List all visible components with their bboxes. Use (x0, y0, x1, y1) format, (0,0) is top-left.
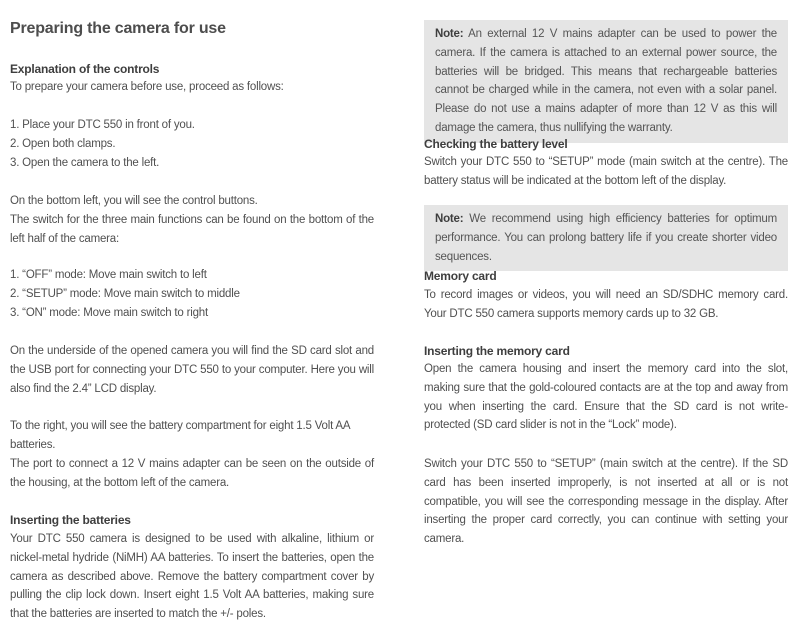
controls-heading: Explanation of the controls (10, 62, 160, 76)
mode-item: 2. “SETUP” mode: Move main switch to middle (10, 287, 240, 300)
battery-level-heading: Checking the battery level (424, 137, 568, 151)
switch-location-text: The switch for the three main functions can be found on the bottom of the left half of the camera: (10, 213, 374, 245)
batteries-text: Your DTC 550 camera is designed to be used with alkaline, lithium or nickel-metal hydride (NiMH) AA batteries. To insert the batteries, open the camera as described above. Remove the battery compartment cover by pulling the clip lock down. Insert eight 1.5 Volt AA batteries, making sure that the batteries are inserted to match the +/- poles. (10, 533, 374, 621)
page-title: Preparing the camera for use (10, 20, 226, 37)
buttons-line: On the bottom left, you will see the control buttons. (10, 195, 258, 207)
battery-level-text: Switch your DTC 550 to “SETUP” mode (main switch at the centre). The battery status will be indicated at the bottom left of the display. (424, 156, 788, 187)
steps-list (10, 116, 195, 172)
step-item: 3. Open the camera to the left. (10, 156, 160, 169)
note-box-batteries (424, 205, 788, 271)
adapter-port-text: The port to connect a 12 V mains adapter can be seen on the outside of the housing, at the bottom left of the camera. (10, 458, 374, 489)
buttons-location-text (10, 192, 374, 248)
battery-compartment-text: To the right, you will see the battery compartment for eight 1.5 Volt AA batteries. (10, 420, 350, 451)
note-text: An external 12 V mains adapter can be used to power the camera. If the camera is attached to an external power source, the batteries will be bridged. This means that rechargeable batteries cannot be charged while in the camera, not even with a solar panel. Please do not use a mains adapter of more than 12 V as this will damage the camera, thus nullifying the warranty. (435, 28, 777, 134)
controls-intro: To prepare your camera before use, proceed as follows: (10, 81, 284, 93)
note-box-power (424, 20, 788, 143)
step-item: 2. Open both clamps. (10, 137, 116, 150)
mode-item: 1. “OFF” mode: Move main switch to left (10, 269, 207, 281)
underside-text: On the underside of the opened camera you will find the SD card slot and the USB port for connecting your DTC 550 to your computer. Here you will also find the 2.4” LCD display. (10, 345, 374, 395)
batteries-heading: Inserting the batteries (10, 513, 131, 527)
note-text: We recommend using high efficiency batteries for optimum performance. You can prolong battery life if you create shorter video sequences. (435, 213, 778, 263)
memory-card-text: To record images or videos, you will need an SD/SDHC memory card. Your DTC 550 camera supports memory cards up to 32 GB. (424, 289, 788, 320)
modes-list (10, 266, 240, 322)
step-item: 1. Place your DTC 550 in front of you. (10, 119, 195, 131)
memory-card-heading: Memory card (424, 269, 497, 283)
insert-card-text: Open the camera housing and insert the memory card into the slot, making sure that the gold-coloured contacts are at the top and away from you when inserting the card. Ensure that the SD card is not write-protected (SD card slider is not in the “Lock” mode). (424, 363, 788, 432)
insert-card-heading: Inserting the memory card (424, 344, 570, 358)
note-label: Note: (435, 213, 464, 225)
note-label: Note: (435, 28, 464, 40)
setup-card-text: Switch your DTC 550 to “SETUP” (main switch at the centre). If the SD card has been inserted improperly, is not inserted at all or is not compatible, you will see the corresponding message in the display. After inserting the proper card correctly, you can continue with setting your camera. (424, 458, 788, 546)
mode-item: 3. “ON” mode: Move main switch to right (10, 306, 208, 319)
